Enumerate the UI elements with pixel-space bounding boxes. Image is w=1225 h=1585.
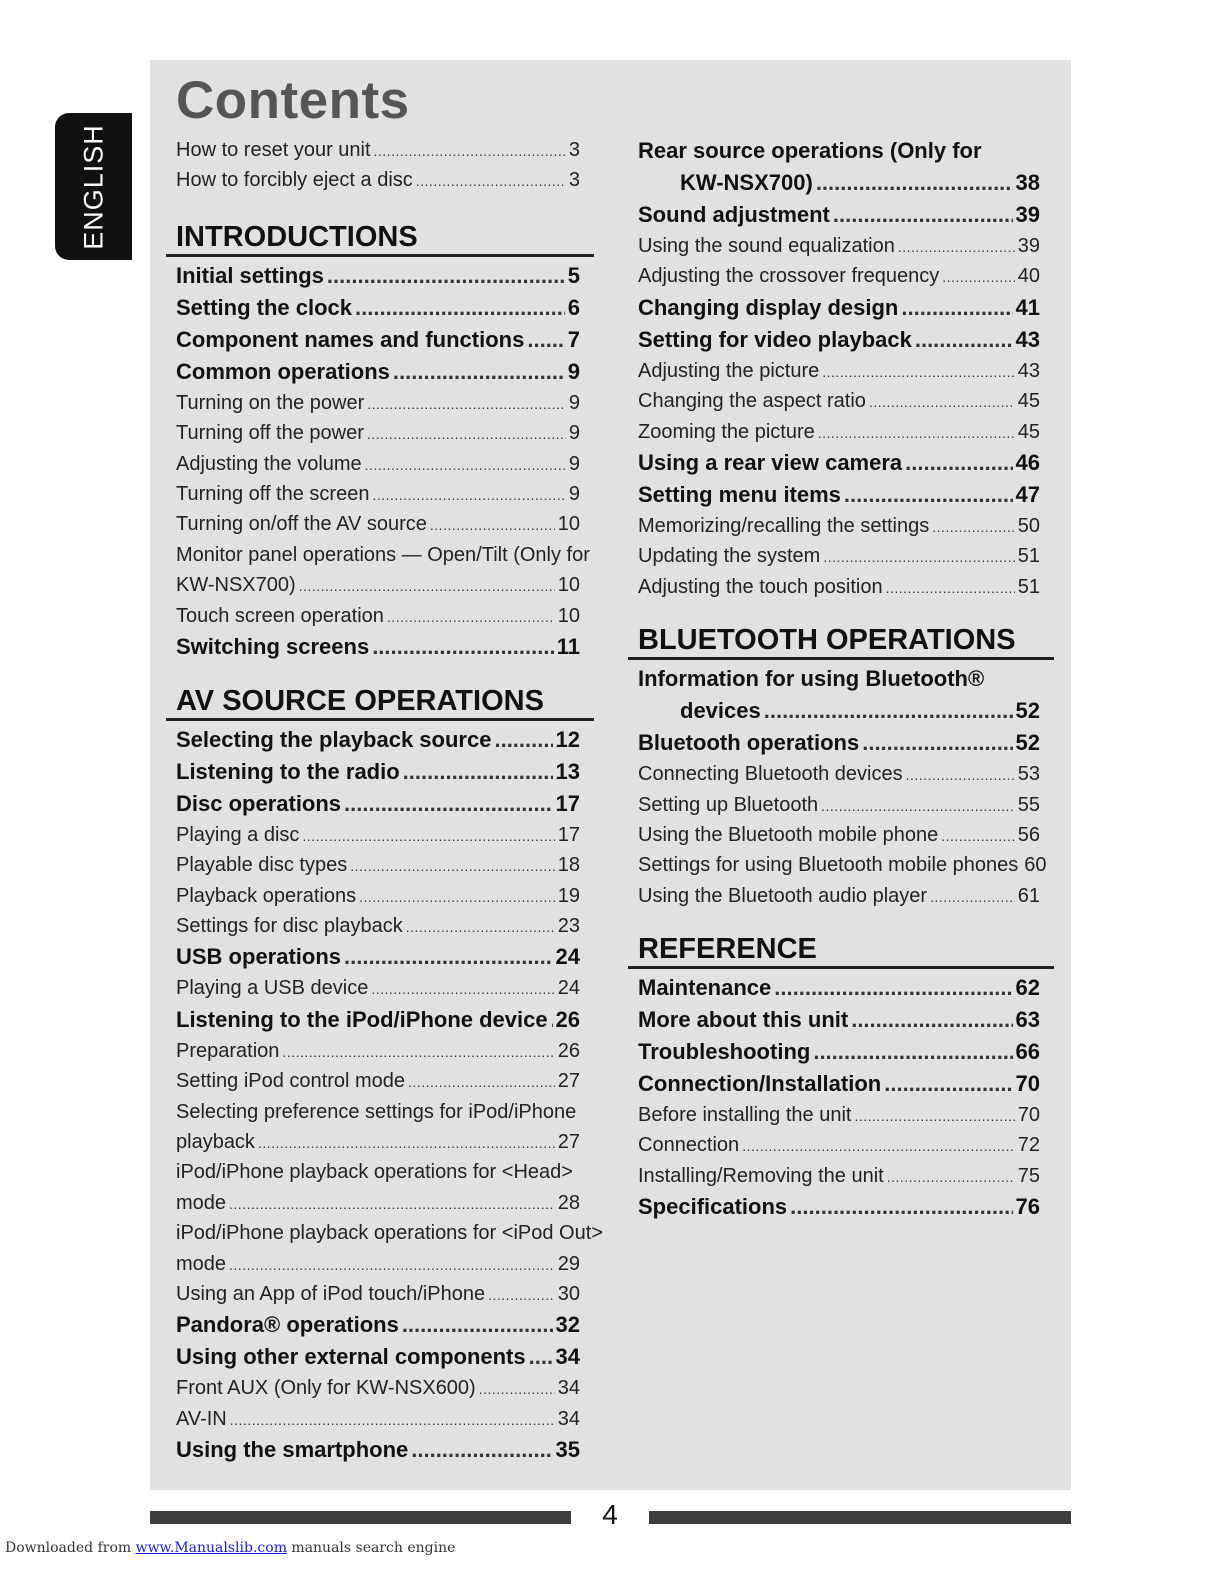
toc-entry-title: Adjusting the picture bbox=[638, 359, 820, 382]
toc-entry[interactable] bbox=[166, 165, 594, 195]
toc-entry-page: 76 bbox=[1015, 1194, 1040, 1220]
toc-entry-page: 9 bbox=[568, 482, 580, 505]
toc-entry-title: Using the smartphone bbox=[176, 1437, 409, 1463]
dot-leader bbox=[901, 292, 1012, 324]
toc-entry-title: Playable disc types bbox=[176, 854, 348, 877]
toc-entry-page: 3 bbox=[568, 169, 580, 192]
dot-leader bbox=[350, 851, 555, 881]
contents-right-column bbox=[628, 135, 1054, 1223]
toc-entry[interactable] bbox=[628, 759, 1054, 789]
toc-entry[interactable] bbox=[166, 479, 594, 509]
toc-entry-page: 41 bbox=[1015, 294, 1040, 320]
toc-entry-title: Listening to the radio bbox=[176, 758, 400, 784]
toc-entry[interactable] bbox=[628, 572, 1054, 602]
toc-entry-title: Using the Bluetooth mobile phone bbox=[638, 823, 939, 846]
toc-entry[interactable] bbox=[166, 418, 594, 448]
dot-leader bbox=[930, 882, 1015, 912]
toc-entry-page: 12 bbox=[555, 726, 580, 752]
toc-entry-title: Turning on/off the AV source bbox=[176, 513, 427, 536]
toc-entry-page: 45 bbox=[1017, 390, 1040, 413]
dot-leader bbox=[884, 1068, 1012, 1100]
toc-entry[interactable] bbox=[166, 881, 594, 911]
dot-leader bbox=[823, 542, 1014, 572]
dot-leader bbox=[365, 450, 566, 480]
toc-entry-title: Component names and functions bbox=[176, 326, 525, 352]
toc-entry[interactable] bbox=[628, 972, 1054, 1004]
dot-leader bbox=[529, 1341, 553, 1373]
toc-entry-title: Updating the system bbox=[638, 545, 821, 568]
dot-leader bbox=[327, 260, 565, 292]
toc-entry[interactable] bbox=[628, 850, 1054, 880]
toc-entry-title: USB operations bbox=[176, 944, 342, 970]
toc-entry-page: 17 bbox=[557, 823, 580, 846]
toc-entry[interactable] bbox=[166, 388, 594, 418]
download-note-prefix: Downloaded from bbox=[5, 1540, 136, 1556]
toc-entry-line: Monitor panel operations — Open/Tilt (Only for bbox=[176, 543, 590, 566]
dot-leader bbox=[942, 262, 1014, 292]
dot-leader bbox=[393, 356, 565, 388]
toc-entry-page: 63 bbox=[1015, 1007, 1040, 1033]
dot-leader bbox=[372, 631, 554, 663]
toc-entry-title: Adjusting the crossover frequency bbox=[638, 265, 940, 288]
toc-entry[interactable] bbox=[628, 324, 1054, 356]
dot-leader bbox=[790, 1191, 1012, 1223]
language-tab-label: ENGLISH bbox=[78, 123, 108, 250]
toc-entry[interactable] bbox=[166, 788, 594, 820]
toc-entry-page: 75 bbox=[1017, 1164, 1040, 1187]
dot-leader bbox=[494, 724, 552, 756]
toc-entry[interactable] bbox=[628, 1004, 1054, 1036]
section-heading: BLUETOOTH OPERATIONS bbox=[628, 612, 1054, 660]
dot-leader bbox=[764, 695, 1013, 727]
toc-entry-title: Initial settings bbox=[176, 262, 324, 288]
toc-entry-page: 51 bbox=[1017, 575, 1040, 598]
dot-leader bbox=[862, 727, 1012, 759]
toc-entry-page: 53 bbox=[1017, 763, 1040, 786]
dot-leader bbox=[851, 1004, 1012, 1036]
toc-entry-page: 13 bbox=[555, 758, 580, 784]
dot-leader bbox=[816, 167, 1013, 199]
dot-leader bbox=[813, 1036, 1012, 1068]
toc-entry-line: Selecting preference settings for iPod/iPhone bbox=[176, 1100, 577, 1123]
toc-entry-page: 52 bbox=[1015, 698, 1040, 724]
dot-leader bbox=[229, 1189, 555, 1219]
toc-entry-page: 34 bbox=[557, 1407, 580, 1430]
toc-entry-page: 72 bbox=[1017, 1134, 1040, 1157]
toc-entry-page: 32 bbox=[555, 1312, 580, 1338]
toc-entry-title: playback bbox=[176, 1131, 255, 1154]
toc-entry-page: 62 bbox=[1015, 975, 1040, 1001]
toc-entry-title: Connection/Installation bbox=[638, 1071, 882, 1097]
toc-entry-page: 7 bbox=[567, 326, 580, 352]
toc-entry-line: iPod/iPhone playback operations for <iPod Out> bbox=[176, 1222, 603, 1245]
toc-entry-title: Connection bbox=[638, 1134, 740, 1157]
toc-entry[interactable] bbox=[166, 135, 594, 165]
toc-entry[interactable] bbox=[628, 1100, 1054, 1130]
toc-entry[interactable] bbox=[628, 541, 1054, 571]
toc-entry[interactable] bbox=[628, 417, 1054, 447]
toc-entry[interactable] bbox=[628, 1130, 1054, 1160]
toc-entry[interactable] bbox=[166, 820, 594, 850]
dot-leader bbox=[822, 357, 1015, 387]
dot-leader bbox=[898, 232, 1015, 262]
toc-entry-title: Installing/Removing the unit bbox=[638, 1164, 884, 1187]
toc-entry[interactable] bbox=[166, 724, 594, 756]
dot-leader bbox=[344, 941, 552, 973]
toc-entry-title: Using a rear view camera bbox=[638, 449, 903, 475]
toc-entry[interactable] bbox=[166, 1066, 594, 1096]
toc-entry-title: Settings for using Bluetooth mobile phones bbox=[638, 854, 1019, 877]
toc-entry-page: 38 bbox=[1015, 170, 1040, 195]
toc-entry-title: Using other external components bbox=[176, 1344, 526, 1370]
toc-entry-title: Pandora® operations bbox=[176, 1312, 399, 1338]
toc-entry-page: 45 bbox=[1017, 420, 1040, 443]
toc-entry[interactable] bbox=[628, 1036, 1054, 1068]
toc-entry-title: Switching screens bbox=[176, 633, 370, 659]
dot-leader bbox=[299, 571, 555, 601]
toc-entry-page: 52 bbox=[1015, 730, 1040, 756]
toc-entry[interactable] bbox=[628, 167, 1054, 199]
toc-entry[interactable] bbox=[628, 511, 1054, 541]
toc-entry[interactable] bbox=[166, 570, 594, 600]
manualslib-link[interactable]: www.Manualslib.com bbox=[135, 1540, 287, 1556]
toc-entry-title: Setting the clock bbox=[176, 294, 353, 320]
dot-leader bbox=[408, 1067, 555, 1097]
page-title: Contents bbox=[176, 71, 410, 130]
toc-entry-page: 39 bbox=[1017, 235, 1040, 257]
toc-entry-title: Setting up Bluetooth bbox=[638, 793, 819, 816]
dot-leader bbox=[869, 387, 1015, 417]
toc-entry-title: Adjusting the touch position bbox=[638, 575, 883, 598]
dot-leader bbox=[774, 972, 1012, 1004]
dot-leader bbox=[387, 602, 555, 632]
dot-leader bbox=[367, 419, 566, 449]
dot-leader bbox=[932, 512, 1015, 542]
dot-leader bbox=[527, 324, 564, 356]
toc-entry[interactable] bbox=[166, 1249, 594, 1279]
toc-entry-title: Memorizing/recalling the settings bbox=[638, 514, 930, 537]
toc-entry-title: Turning off the screen bbox=[176, 482, 370, 505]
section-heading: INTRODUCTIONS bbox=[166, 209, 594, 257]
toc-entry-page: 10 bbox=[557, 574, 580, 597]
dot-leader bbox=[886, 573, 1015, 603]
toc-entry-title: Connecting Bluetooth devices bbox=[638, 763, 903, 786]
toc-entry-title: How to reset your unit bbox=[176, 139, 371, 161]
toc-entry[interactable] bbox=[166, 1434, 594, 1466]
toc-entry-page: 23 bbox=[557, 915, 580, 938]
toc-entry[interactable] bbox=[166, 356, 594, 388]
toc-entry-page: 9 bbox=[568, 452, 580, 475]
dot-leader bbox=[430, 510, 555, 540]
toc-entry[interactable] bbox=[166, 1309, 594, 1341]
dot-leader bbox=[551, 1004, 553, 1036]
toc-entry-page: 30 bbox=[557, 1282, 580, 1305]
toc-entry-page: 43 bbox=[1017, 359, 1040, 382]
dot-leader bbox=[906, 760, 1015, 790]
toc-entry-title: Preparation bbox=[176, 1039, 280, 1062]
toc-entry[interactable] bbox=[628, 231, 1054, 261]
toc-entry[interactable] bbox=[166, 1127, 594, 1157]
dot-leader bbox=[887, 1162, 1015, 1192]
dot-leader bbox=[282, 1037, 554, 1067]
dot-leader bbox=[854, 1101, 1014, 1131]
dot-leader bbox=[411, 1434, 552, 1466]
toc-entry-page: 55 bbox=[1017, 793, 1040, 816]
toc-entry-page: 61 bbox=[1017, 884, 1040, 907]
download-note bbox=[5, 1540, 455, 1556]
toc-entry-page: 3 bbox=[568, 139, 580, 161]
toc-entry-page: 66 bbox=[1015, 1039, 1040, 1065]
toc-entry-title: Maintenance bbox=[638, 975, 772, 1001]
toc-entry-title: mode bbox=[176, 1191, 227, 1214]
dot-leader bbox=[355, 292, 565, 324]
toc-entry[interactable] bbox=[628, 356, 1054, 386]
toc-entry-title: Setting for video playback bbox=[638, 326, 912, 352]
dot-leader bbox=[402, 1309, 553, 1341]
dot-leader bbox=[371, 974, 554, 1004]
toc-entry[interactable] bbox=[166, 1188, 594, 1218]
toc-entry-title: How to forcibly eject a disc bbox=[176, 169, 413, 192]
dot-leader bbox=[367, 389, 566, 419]
toc-entry[interactable] bbox=[166, 449, 594, 479]
toc-entry-line: iPod/iPhone playback operations for <Head> bbox=[176, 1161, 573, 1184]
footer-bar-right bbox=[649, 1511, 1071, 1524]
toc-entry-page: 17 bbox=[555, 790, 580, 816]
toc-entry[interactable] bbox=[628, 199, 1054, 231]
dot-leader bbox=[479, 1374, 555, 1404]
toc-entry-title: Setting menu items bbox=[638, 481, 841, 507]
dot-leader bbox=[821, 791, 1015, 821]
toc-entry-page: 19 bbox=[557, 884, 580, 907]
dot-leader bbox=[742, 1131, 1015, 1161]
toc-entry-title: KW-NSX700) bbox=[680, 170, 813, 195]
toc-entry-title: Disc operations bbox=[176, 790, 342, 816]
toc-entry-page: 18 bbox=[557, 854, 580, 877]
toc-entry[interactable] bbox=[166, 1373, 594, 1403]
dot-leader bbox=[359, 882, 555, 912]
toc-entry[interactable] bbox=[628, 727, 1054, 759]
toc-entry-title: Common operations bbox=[176, 358, 390, 384]
footer-bar-left bbox=[150, 1511, 571, 1524]
toc-entry[interactable] bbox=[628, 447, 1054, 479]
toc-entry-title: Front AUX (Only for KW-NSX600) bbox=[176, 1377, 476, 1400]
toc-entry[interactable] bbox=[628, 881, 1054, 911]
dot-leader bbox=[941, 821, 1015, 851]
toc-entry-title: Changing the aspect ratio bbox=[638, 390, 866, 413]
toc-entry-title: Turning off the power bbox=[176, 422, 364, 445]
dot-leader bbox=[229, 1250, 555, 1280]
toc-entry-page: 70 bbox=[1015, 1071, 1040, 1097]
toc-entry-page: 6 bbox=[567, 294, 580, 320]
dot-leader bbox=[915, 324, 1013, 356]
toc-entry-page: 70 bbox=[1017, 1104, 1040, 1127]
toc-entry-page: 5 bbox=[567, 262, 580, 288]
toc-entry-page: 10 bbox=[557, 604, 580, 627]
toc-entry[interactable] bbox=[166, 911, 594, 941]
toc-entry[interactable] bbox=[628, 1068, 1054, 1100]
toc-entry[interactable] bbox=[628, 820, 1054, 850]
dot-leader bbox=[403, 756, 553, 788]
toc-entry-title: mode bbox=[176, 1252, 227, 1275]
toc-entry-title: Playing a disc bbox=[176, 823, 300, 846]
toc-entry-page: 60 bbox=[1024, 854, 1047, 877]
dot-leader bbox=[833, 199, 1013, 231]
toc-entry-page: 9 bbox=[567, 358, 580, 384]
toc-entry[interactable] bbox=[166, 601, 594, 631]
toc-entry-page: 40 bbox=[1017, 265, 1040, 288]
toc-entry[interactable] bbox=[166, 1279, 594, 1309]
toc-entry-title: Setting iPod control mode bbox=[176, 1070, 406, 1093]
toc-entry-title: Before installing the unit bbox=[638, 1104, 852, 1127]
toc-entry-page: 24 bbox=[555, 944, 580, 970]
contents-left-column bbox=[166, 135, 603, 1466]
toc-entry-title: Playing a USB device bbox=[176, 977, 369, 1000]
toc-entry-title: Using an App of iPod touch/iPhone bbox=[176, 1282, 486, 1305]
toc-entry[interactable] bbox=[628, 479, 1054, 511]
toc-entry-page: 9 bbox=[568, 422, 580, 445]
toc-entry-line: Rear source operations (Only for bbox=[638, 138, 982, 163]
toc-entry[interactable] bbox=[628, 1191, 1054, 1223]
toc-entry[interactable] bbox=[628, 292, 1054, 324]
toc-entry-page: 10 bbox=[557, 513, 580, 536]
toc-entry-page: 35 bbox=[555, 1437, 580, 1463]
toc-entry[interactable] bbox=[166, 1341, 594, 1373]
toc-entry-title: Troubleshooting bbox=[638, 1039, 811, 1065]
toc-entry-title: Zooming the picture bbox=[638, 420, 815, 443]
toc-entry[interactable] bbox=[628, 261, 1054, 291]
toc-entry[interactable] bbox=[166, 324, 594, 356]
dot-leader bbox=[230, 1405, 555, 1435]
toc-entry[interactable] bbox=[166, 756, 594, 788]
toc-entry[interactable] bbox=[628, 1161, 1054, 1191]
toc-entry-page: 46 bbox=[1015, 449, 1040, 475]
toc-entry[interactable] bbox=[166, 292, 594, 324]
toc-entry[interactable] bbox=[166, 850, 594, 880]
toc-entry-page: 26 bbox=[557, 1039, 580, 1062]
toc-entry-title: Changing display design bbox=[638, 294, 899, 320]
dot-leader bbox=[344, 788, 552, 820]
toc-entry-page: 29 bbox=[557, 1252, 580, 1275]
page-number: 4 bbox=[602, 1499, 618, 1530]
toc-entry-title: Settings for disc playback bbox=[176, 915, 403, 938]
toc-entry[interactable] bbox=[166, 1404, 594, 1434]
toc-entry-title: Using the Bluetooth audio player bbox=[638, 884, 928, 907]
dot-leader bbox=[374, 136, 566, 166]
toc-entry[interactable] bbox=[166, 941, 594, 973]
toc-entry[interactable] bbox=[628, 695, 1054, 727]
dot-leader bbox=[406, 912, 555, 942]
language-tab bbox=[55, 113, 132, 260]
toc-entry-title: Touch screen operation bbox=[176, 604, 384, 627]
toc-entry-title: Selecting the playback source bbox=[176, 726, 492, 752]
download-note-suffix: manuals search engine bbox=[286, 1540, 456, 1556]
toc-entry-title: Adjusting the volume bbox=[176, 452, 362, 475]
toc-entry-page: 51 bbox=[1017, 545, 1040, 568]
toc-entry-page: 50 bbox=[1017, 514, 1040, 537]
section-heading: AV SOURCE OPERATIONS bbox=[166, 673, 594, 721]
toc-entry-page: 56 bbox=[1017, 823, 1040, 846]
toc-entry-title: Sound adjustment bbox=[638, 202, 830, 227]
toc-entry-title: Bluetooth operations bbox=[638, 730, 860, 756]
section-heading: REFERENCE bbox=[628, 921, 1054, 969]
toc-entry[interactable] bbox=[166, 631, 594, 663]
toc-entry-title: Turning on the power bbox=[176, 391, 365, 414]
toc-entry-page: 43 bbox=[1015, 326, 1040, 352]
toc-entry-title: AV-IN bbox=[176, 1407, 227, 1430]
dot-leader bbox=[258, 1128, 555, 1158]
dot-leader bbox=[416, 166, 566, 196]
dot-leader bbox=[844, 479, 1013, 511]
toc-entry[interactable] bbox=[628, 386, 1054, 416]
toc-entry-page: 47 bbox=[1015, 481, 1040, 507]
toc-entry-title: Using the sound equalization bbox=[638, 235, 895, 257]
toc-entry[interactable] bbox=[166, 509, 594, 539]
toc-entry[interactable] bbox=[166, 260, 594, 292]
dot-leader bbox=[905, 447, 1012, 479]
toc-entry-page: 27 bbox=[557, 1131, 580, 1154]
toc-entry-page: 28 bbox=[557, 1191, 580, 1214]
toc-entry-title: KW-NSX700) bbox=[176, 574, 296, 597]
toc-entry[interactable] bbox=[628, 790, 1054, 820]
toc-entry[interactable] bbox=[166, 973, 594, 1003]
dot-leader bbox=[302, 821, 554, 851]
toc-entry-page: 9 bbox=[568, 391, 580, 414]
toc-entry-page: 26 bbox=[555, 1006, 580, 1032]
toc-entry[interactable] bbox=[166, 1036, 594, 1066]
toc-entry-page: 39 bbox=[1015, 202, 1040, 227]
toc-entry-page: 11 bbox=[556, 633, 580, 659]
toc-entry-page: 24 bbox=[557, 977, 580, 1000]
toc-entry-title: More about this unit bbox=[638, 1007, 849, 1033]
toc-entry-page: 34 bbox=[555, 1344, 580, 1370]
toc-entry-title: Playback operations bbox=[176, 884, 357, 907]
toc-entry-line: Information for using Bluetooth® bbox=[638, 666, 985, 692]
dot-leader bbox=[818, 418, 1015, 448]
toc-entry-page: 34 bbox=[557, 1377, 580, 1400]
dot-leader bbox=[488, 1280, 555, 1310]
toc-entry[interactable] bbox=[166, 1004, 594, 1036]
dot-leader bbox=[372, 480, 565, 510]
toc-entry-page: 27 bbox=[557, 1070, 580, 1093]
toc-entry-title: devices bbox=[680, 698, 761, 724]
toc-entry-title: Specifications bbox=[638, 1194, 788, 1220]
toc-entry-title: Listening to the iPod/iPhone device bbox=[176, 1006, 548, 1032]
